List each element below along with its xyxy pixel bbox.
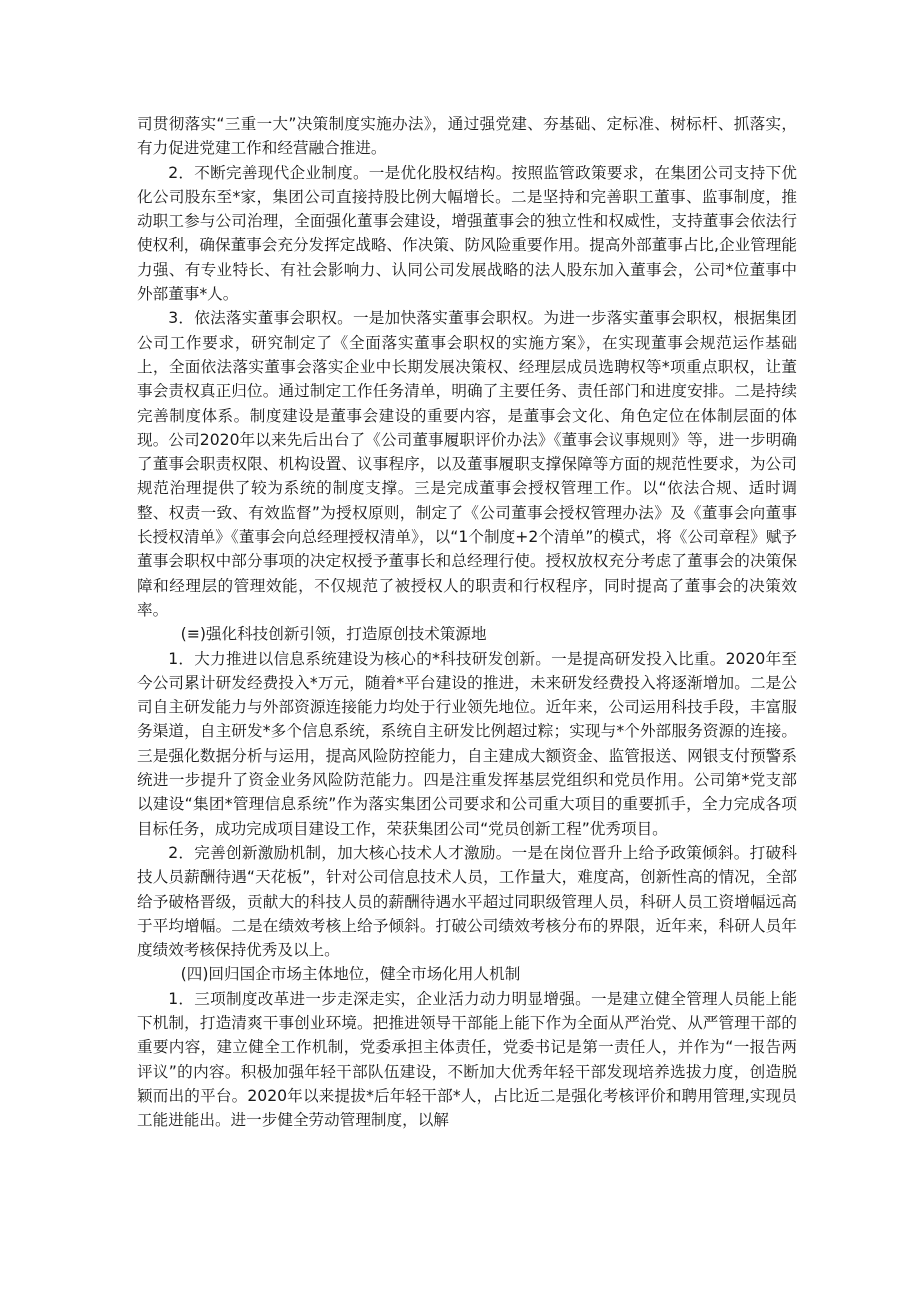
section-heading-tech-innovation: (≡)强化科技创新引领，打造原创技术策源地 — [180, 625, 487, 644]
paragraph-it-rd: 1．大力推进以信息系统建设为核心的*科技研发创新。一是提高研发投入比重。2020年至今公司累计研发经费投入*万元，随着*平台建设的推进，未来研发经费投入将逐渐增加。二是公司自主研发能力与外部资源连接能力均处于行业领先地位。近年来，公司运用科技手段，丰富服务渠道，自主研发*多个信息系统，系统自主研发比例超过粽；实现与*个外部服务资源的连接。三是强化数据分析与运用，提高风险防控能力，自主建成大额资金、监管报送、网银支付预警系统进一步提升了资金业务风险防范能力。四是注重发挥基层党组织和党员作用。公司第*党支部以建设“集团*管理信息系统”作为落实集团公司要求和公司重大项目的重要抓手，全力完成各项目标任务，成功完成项目建设工作，荣获集团公司“党员创新工程”优秀项目。 — [137, 649, 797, 838]
paragraph-three-systems-reform: 1．三项制度改革进一步走深走实，企业活力动力明显增强。一是建立健全管理人员能上能下机制，打造清爽干事创业环境。把推进领导干部能上能下作为全面从严治党、从严管理干部的重要内容，建立健全工作机制，党委承担主体责任，党委书记是第一责任人，并作为“一报告两评议”的内容。积极加强年轻干部队伍建设，不断加大优秀年轻干部发现培养选拔力度，创造脱颖而出的平台。2020年以来提拔*后年轻干部*人，占比近二是强化考核评价和聘用管理,实现员工能进能出。进一步健全劳动管理制度，以解 — [137, 989, 797, 1130]
paragraph-board-powers: 3．依法落实董事会职权。一是加快落实董事会职权。为进一步落实董事会职权，根据集团公司工作要求，研究制定了《全面落实董事会职权的实施方案》，在实现董事会规范运作基础上，全面依法落实董事会落实企业中长期发展决策权、经理层成员选聘权等*项重点职权，让董事会责权真正归位。通过制定工作任务清单，明确了主要任务、责任部门和进度安排。二是持续完善制度体系。制度建设是董事会建设的重要内容，是董事会文化、角色定位在体制层面的体现。公司2020年以来先后出台了《公司董事履职评价办法》《董事会议事规则》等，进一步明确了董事会职责权限、机构设置、议事程序，以及董事履职支撑保障等方面的规范性要求，为公司规范治理提供了较为系统的制度支撑。三是完成董事会授权管理工作。以“依法合规、适时调整、权责一致、有效监督”为授权原则，制定了《公司董事会授权管理办法》及《董事会向董事长授权清单》《董事会向总经理授权清单》，以“1个制度+2个清单”的模式，将《公司章程》赋予董事会职权中部分事项的决定权授予董事长和总经理行使。授权放权充分考虑了董事会的决策保障和经理层的管理效能，不仅规范了被授权人的职责和行权程序，同时提高了董事会的决策效率。 — [137, 309, 797, 619]
section-heading-market-employment: (四)回归国企市场主体地位，健全市场化用人机制 — [180, 965, 521, 984]
document-body — [137, 112, 797, 1132]
paragraph-incentive: 2．完善创新激励机制，加大核心技术人才激励。一是在岗位晋升上给予政策倾斜。打破科技人员薪酬待遇“天花板”，针对公司信息技术人员，工作量大，难度高，创新性高的情况，全部给予破格晋级，贡献大的科技人员的薪酬待遇水平超过同职级管理人员，科研人员工资增幅远高于平均增幅。二是在绩效考核上给予倾斜。打破公司绩效考核分布的界限，近年来，科研人员年度绩效考核保持优秀及以上。 — [137, 843, 797, 960]
paragraph-enterprise-system: 2．不断完善现代企业制度。一是优化股权结构。按照监管政策要求，在集团公司支持下优化公司股东至*家，集团公司直接持股比例大幅增长。二是坚持和完善职工董事、监事制度，推动职工参与公司治理，全面强化董事会建设，增强董事会的独立性和权威性，支持董事会依法行使权利，确保董事会充分发挥定战略、作决策、防风险重要作用。提高外部董事占比,企业管理能力强、有专业特长、有社会影响力、认同公司发展战略的法人股东加入董事会，公司*位董事中外部董事*人。 — [137, 163, 797, 304]
paragraph-continuation: 司贯彻落实“三重一大”决策制度实施办法》，通过强党建、夯基础、定标准、树标杆、抓落实，有力促进党建工作和经营融合推进。 — [137, 115, 797, 158]
